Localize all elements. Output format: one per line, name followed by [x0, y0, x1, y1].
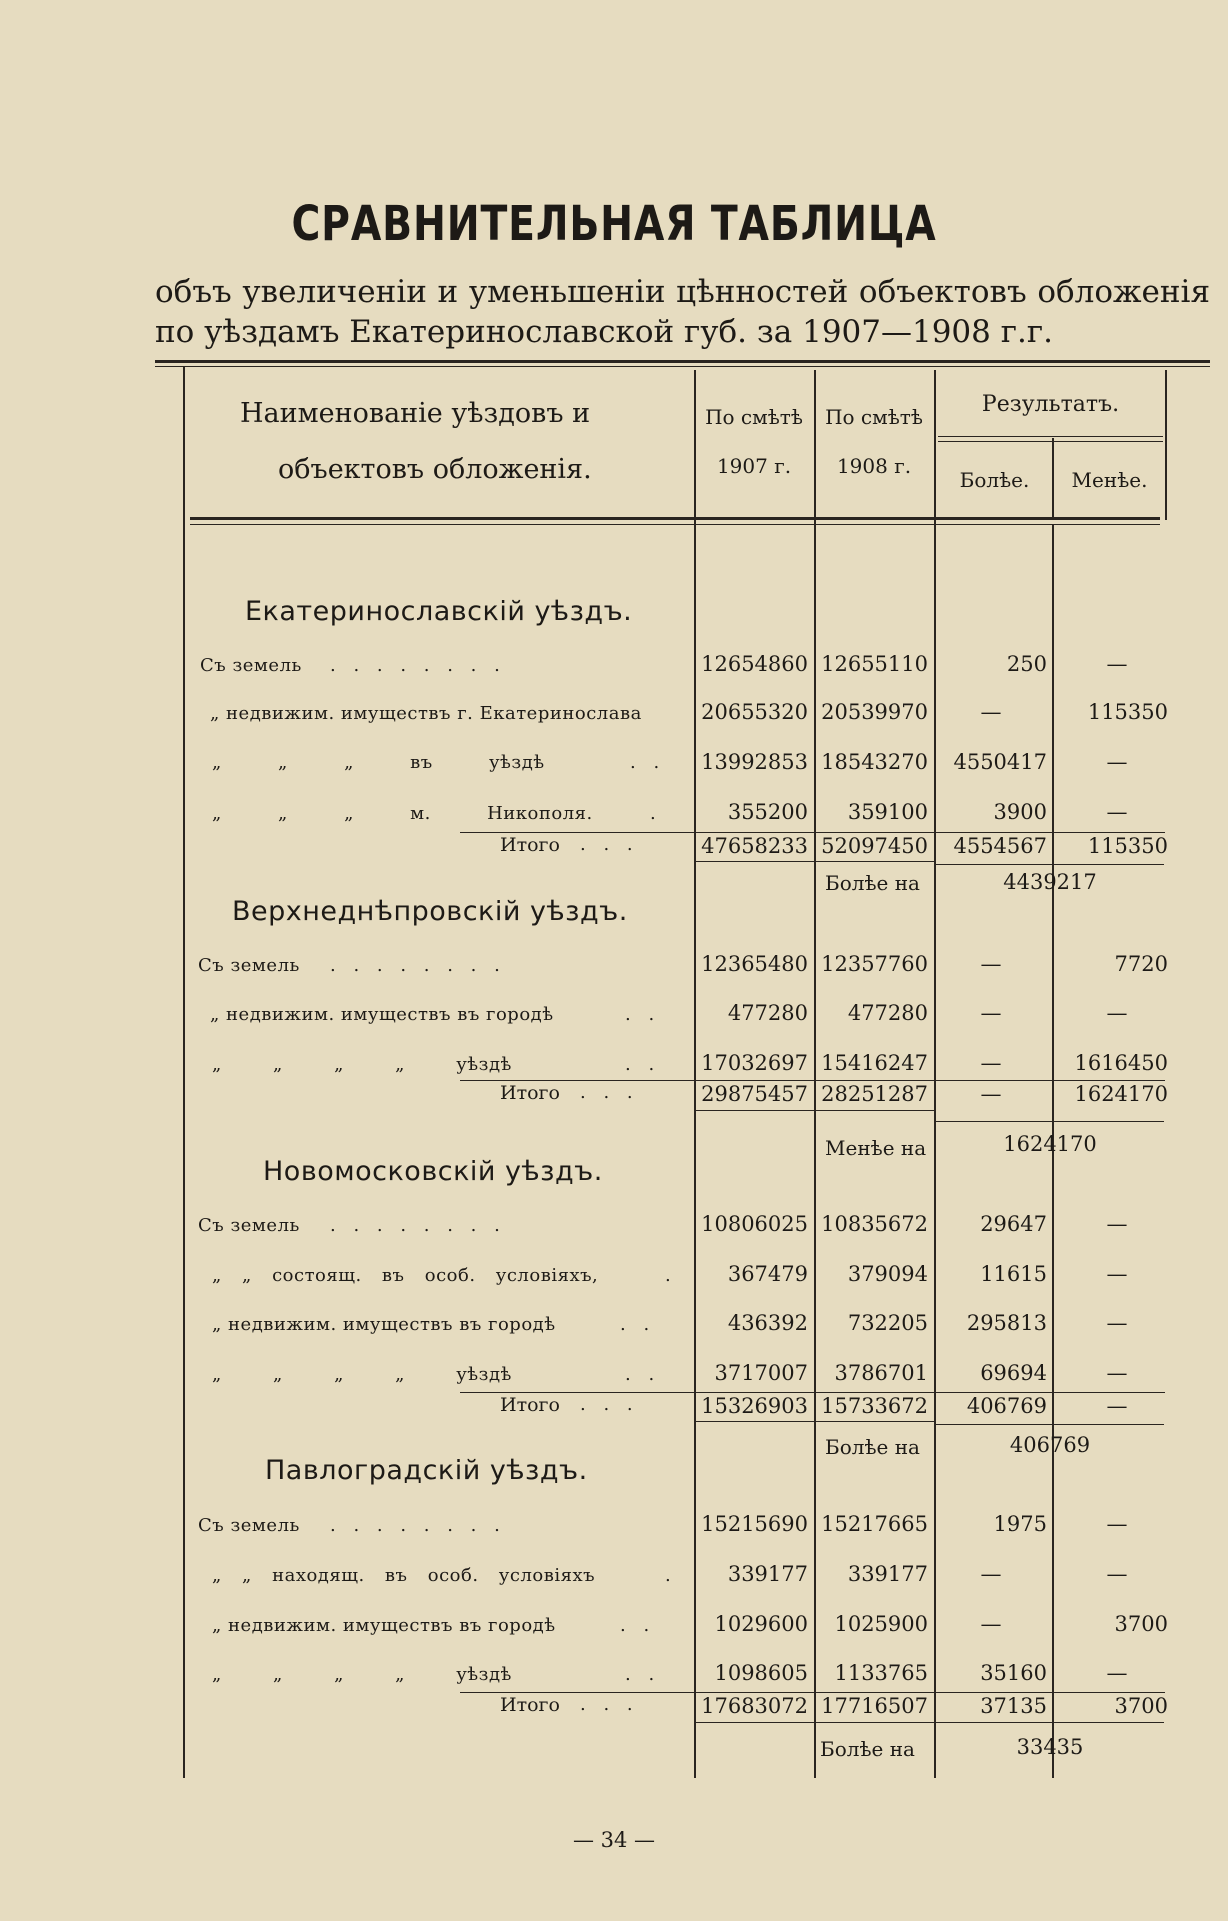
header-result: Результатъ. — [981, 392, 1120, 417]
cell-1908: 3786701 — [834, 1361, 928, 1385]
top-rule-thin — [155, 366, 1210, 367]
row-label: „ недвижим. имуществъ въ городѣ — [212, 1615, 556, 1636]
total-1908: 28251287 — [821, 1082, 928, 1106]
district-title: Новомосковскій уѣздъ. — [263, 1156, 603, 1187]
cell-less: — — [1106, 1212, 1128, 1236]
header-bottom-rule-thin — [190, 524, 1160, 525]
row-dots: . . — [625, 1664, 661, 1685]
diff-label: Болѣе на — [820, 1737, 915, 1761]
total-bottom-rule — [694, 1421, 934, 1422]
total-less: 1624170 — [1074, 1082, 1168, 1106]
cell-more: 250 — [1006, 652, 1047, 676]
cell-1907: 1029600 — [714, 1612, 808, 1636]
total-1907: 17683072 — [701, 1694, 808, 1718]
cell-1908: 10835672 — [821, 1212, 928, 1236]
total-label: Итого — [500, 1082, 560, 1104]
row-dots: . — [650, 803, 662, 824]
row-dots: . . . . . . . . — [330, 955, 506, 976]
cell-more: — — [980, 1001, 1002, 1025]
total-1907: 47658233 — [701, 834, 808, 858]
cell-1908: 15217665 — [821, 1512, 928, 1536]
cell-more: 295813 — [966, 1311, 1047, 1335]
cell-1907: 15215690 — [701, 1512, 808, 1536]
cell-more: 1975 — [993, 1512, 1047, 1536]
header-name-line2: объектовъ обложенія. — [278, 454, 592, 485]
cell-1907: 12365480 — [701, 952, 808, 976]
cell-1907: 367479 — [727, 1262, 808, 1286]
header-result-rule — [938, 436, 1163, 437]
district-title: Павлоградскій уѣздъ. — [265, 1455, 588, 1486]
header-name-line1: Наименованіе уѣздовъ и — [240, 398, 591, 429]
cell-more: — — [980, 1612, 1002, 1636]
cell-less: — — [1106, 1512, 1128, 1536]
cell-1908: 12655110 — [821, 652, 928, 676]
row-label: „ „ „ м. Никополя. — [212, 803, 593, 824]
cell-1908: 20539970 — [821, 700, 928, 724]
total-rule — [460, 832, 1165, 833]
row-dots: . . . . . . . . — [330, 655, 506, 676]
header-bottom-rule — [190, 517, 1160, 520]
cell-more: — — [980, 952, 1002, 976]
row-label: „ недвижим. имуществъ въ городѣ — [210, 1004, 554, 1025]
total-less: 115350 — [1087, 834, 1168, 858]
total-bottom-rule — [694, 1110, 934, 1111]
cell-1907: 12654860 — [701, 652, 808, 676]
total-bottom-rule — [694, 1722, 1164, 1723]
total-more: 406769 — [966, 1394, 1047, 1418]
header-1908-line2: 1908 г. — [836, 454, 912, 478]
diff-value: 4439217 — [1003, 870, 1097, 894]
total-less: 3700 — [1114, 1694, 1168, 1718]
diff-value: 1624170 — [1003, 1132, 1097, 1156]
total-dots: . . . — [580, 1082, 639, 1103]
total-label: Итого — [500, 834, 560, 856]
cell-less: 1616450 — [1074, 1051, 1168, 1075]
cell-more: — — [980, 1562, 1002, 1586]
diff-value: 33435 — [1016, 1735, 1084, 1759]
total-label: Итого — [500, 1394, 560, 1416]
row-dots: . . — [620, 1615, 656, 1636]
row-label: Съ земель — [198, 1215, 300, 1236]
cell-1907: 339177 — [727, 1562, 808, 1586]
total-1908: 15733672 — [821, 1394, 928, 1418]
cell-1908: 12357760 — [821, 952, 928, 976]
top-rule — [155, 360, 1210, 363]
cell-1908: 359100 — [847, 800, 928, 824]
cell-1907: 436392 — [727, 1311, 808, 1335]
cell-more: 29647 — [980, 1212, 1047, 1236]
diff-value: 406769 — [1009, 1433, 1091, 1457]
total-more: — — [980, 1082, 1002, 1106]
total-rule — [460, 1692, 1165, 1693]
cell-less: 3700 — [1114, 1612, 1168, 1636]
cell-more: 69694 — [980, 1361, 1047, 1385]
cell-more: 3900 — [993, 800, 1047, 824]
row-dots: . . — [620, 1314, 656, 1335]
total-rule — [460, 1080, 1165, 1081]
row-label: „ „ „ въ уѣздѣ — [212, 752, 545, 773]
row-dots: . . . . . . . . — [330, 1515, 506, 1536]
total-rule — [460, 1392, 1165, 1393]
cell-less: — — [1106, 800, 1128, 824]
cell-less: — — [1106, 1661, 1128, 1685]
district-title: Верхнеднѣпровскій уѣздъ. — [232, 896, 628, 927]
total-more: 37135 — [980, 1694, 1047, 1718]
row-label: „ „ „ „ уѣздѣ — [212, 1364, 512, 1385]
row-dots: . — [665, 1565, 677, 1586]
header-1907-line2: 1907 г. — [716, 454, 792, 478]
row-label: „ „ „ „ уѣздѣ — [212, 1054, 512, 1075]
row-label: „ недвижим. имуществъ въ городѣ — [212, 1314, 556, 1335]
cell-less: — — [1106, 1311, 1128, 1335]
cell-less: — — [1106, 1562, 1128, 1586]
cell-1908: 339177 — [847, 1562, 928, 1586]
cell-less: 115350 — [1087, 700, 1168, 724]
diff-label: Болѣе на — [825, 1435, 920, 1459]
cell-1907: 355200 — [727, 800, 808, 824]
total-more: 4554567 — [953, 834, 1047, 858]
table-right-border — [1165, 370, 1167, 520]
header-less: Менѣе. — [1071, 468, 1148, 492]
cell-1908: 732205 — [847, 1311, 928, 1335]
cell-less: — — [1106, 1262, 1128, 1286]
total-1907: 29875457 — [701, 1082, 808, 1106]
total-bottom-rule-result — [934, 1121, 1164, 1122]
district-title: Екатеринославскій уѣздъ. — [245, 596, 633, 627]
cell-1907: 13992853 — [701, 750, 808, 774]
total-dots: . . . — [580, 1694, 639, 1715]
row-label: Съ земель — [198, 955, 300, 976]
col-less-header-border — [1052, 438, 1054, 518]
row-label: Съ земель — [200, 655, 302, 676]
header-result-rule-2 — [938, 441, 1163, 442]
cell-1907: 20655320 — [701, 700, 808, 724]
table-left-border — [183, 366, 185, 1778]
total-1908: 52097450 — [821, 834, 928, 858]
cell-1908: 1025900 — [834, 1612, 928, 1636]
cell-1908: 1133765 — [834, 1661, 928, 1685]
cell-less: — — [1106, 652, 1128, 676]
page-title: СРАВНИТЕЛЬНАЯ ТАБЛИЦА — [291, 196, 937, 252]
cell-less: 7720 — [1114, 952, 1168, 976]
cell-1907: 17032697 — [701, 1051, 808, 1075]
page-number: — 34 — — [572, 1828, 656, 1852]
cell-1908: 18543270 — [821, 750, 928, 774]
row-label: „ „ „ „ уѣздѣ — [212, 1664, 512, 1685]
cell-1908: 379094 — [847, 1262, 928, 1286]
cell-1907: 10806025 — [701, 1212, 808, 1236]
row-dots: . . — [625, 1004, 661, 1025]
cell-more: 11615 — [980, 1262, 1047, 1286]
cell-1907: 1098605 — [714, 1661, 808, 1685]
cell-more: 35160 — [980, 1661, 1047, 1685]
header-1907-line1: По смѣтѣ — [705, 405, 803, 429]
row-dots: . . — [625, 1054, 661, 1075]
total-1907: 15326903 — [701, 1394, 808, 1418]
diff-label: Болѣе на — [825, 871, 920, 895]
cell-more: 4550417 — [953, 750, 1047, 774]
row-dots: . — [665, 1265, 677, 1286]
total-dots: . . . — [580, 834, 639, 855]
header-more: Болѣе. — [959, 468, 1030, 492]
cell-less: — — [1106, 1001, 1128, 1025]
cell-1908: 15416247 — [821, 1051, 928, 1075]
cell-less: — — [1106, 750, 1128, 774]
total-bottom-rule — [694, 861, 934, 862]
total-dots: . . . — [580, 1394, 639, 1415]
total-bottom-rule-result — [934, 864, 1164, 865]
row-dots: . . . . . . . . — [330, 1215, 506, 1236]
cell-1907: 477280 — [727, 1001, 808, 1025]
cell-more: — — [980, 1051, 1002, 1075]
row-label: „ „ состоящ. въ особ. условіяхъ, — [212, 1265, 599, 1286]
total-1908: 17716507 — [821, 1694, 928, 1718]
row-dots: . . — [630, 752, 666, 773]
total-less: — — [1106, 1394, 1128, 1418]
page-subtitle: объъ увеличеніи и уменьшеніи цѣнностей объектовъ обложенія по уѣздамъ Екатеринославской губ. за 1907—1908 г.г. — [155, 274, 1210, 350]
cell-less: — — [1106, 1361, 1128, 1385]
row-dots: . . — [625, 1364, 661, 1385]
total-bottom-rule-result — [934, 1424, 1164, 1425]
row-label: „ недвижим. имуществъ г. Екатеринослава — [210, 703, 642, 724]
cell-more: — — [980, 700, 1002, 724]
diff-label: Менѣе на — [825, 1136, 927, 1160]
total-label: Итого — [500, 1694, 560, 1716]
cell-1907: 3717007 — [714, 1361, 808, 1385]
cell-1908: 477280 — [847, 1001, 928, 1025]
row-label: Съ земель — [198, 1515, 300, 1536]
header-1908-line1: По смѣтѣ — [825, 405, 923, 429]
row-label: „ „ находящ. въ особ. условіяхъ — [212, 1565, 596, 1586]
